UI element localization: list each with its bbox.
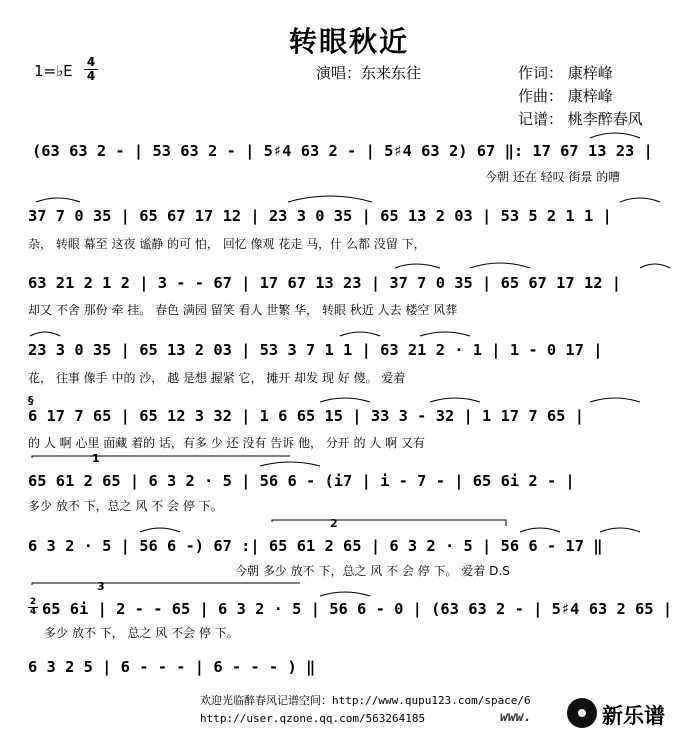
tie-mark xyxy=(620,198,660,202)
transcriber-credit: 记谱： 桃李醉春风 xyxy=(518,110,643,128)
score-row-3-notes: 63 21 2 1 2 | 3 - - 67 | 17 67 13 23 | 37 7 0 35 | 65 67 17 12 | xyxy=(28,274,622,292)
row8-time-signature-top: 2 xyxy=(29,597,37,607)
tie-mark xyxy=(520,528,560,532)
footer-web-prefix: www. xyxy=(500,710,532,725)
lyricist-credit: 作词： 康梓峰 xyxy=(518,64,613,82)
tie-mark xyxy=(288,196,372,202)
score-row-2-notes: 37 7 0 35 | 65 67 17 12 | 23 3 0 35 | 65 13 2 03 | 53 5 2 1 1 | xyxy=(28,207,612,225)
volta-3-number: 3 xyxy=(97,580,105,593)
volta-bracket xyxy=(32,456,290,458)
tie-mark xyxy=(30,332,60,336)
tie-mark xyxy=(395,264,440,268)
key-signature: 1=♭E xyxy=(34,62,73,80)
footer-line-2: http://user.qzone.qq.com/563264185 xyxy=(200,712,426,725)
tie-mark xyxy=(260,462,320,466)
volta-bracket xyxy=(272,520,506,526)
tie-mark xyxy=(470,263,530,268)
tie-mark xyxy=(590,398,640,402)
footer-line-1: 欢迎光临醉春风记谱空间：http://www.qupu123.com/space/6 xyxy=(200,694,531,707)
score-row-9-notes: 6 3 2 5 | 6 - - - | 6 - - - ) ‖ xyxy=(28,658,316,676)
tie-mark xyxy=(140,528,180,532)
composer-credit: 作曲： 康梓峰 xyxy=(518,87,613,105)
time-signature-bottom: 4 xyxy=(84,69,98,83)
score-row-7-notes: 6 3 2 · 5 | 56 6 -) 67 :| 65 61 2 65 | 6 3 2 · 5 | 56 6 - 17 ‖ xyxy=(28,537,603,555)
score-row-6-lyrics: 多少 放不 下，总之 风 不 会 停 下。 xyxy=(28,499,223,513)
volta-bracket xyxy=(32,583,300,585)
score-row-5-lyrics: 的 人 啊 心里 面藏 着的 话，有多 少 还 没有 告诉 他， 分开 的 人 啊 又有 xyxy=(28,436,426,450)
tie-mark xyxy=(640,264,670,268)
score-row-1-lyrics: 今朝 还在 轻叹 街景 的嘈 xyxy=(485,170,621,184)
score-row-4-lyrics: 花， 往事 像手 中的 沙， 越 是想 握紧 它， 摊开 却发 现 好 傻。 爱着 xyxy=(28,371,406,385)
tie-mark xyxy=(590,133,640,138)
score-row-2-lyrics: 杂， 转眼 幕至 这夜 谧静 的可 怕， 回忆 像观 花走 马，什 么都 没留 下， xyxy=(28,237,426,251)
tie-mark xyxy=(340,332,380,336)
score-title: 转眼秋近 xyxy=(288,25,409,58)
tie-mark xyxy=(36,198,80,202)
score-row-3-lyrics: 却又 不舍 那份 牵 挂。 春色 满园 留笑 看人 世繁 华， 转眼 秋近 人去 楼空 风葬 xyxy=(28,303,458,317)
tie-mark xyxy=(430,398,480,402)
score-row-6-notes: 65 61 2 65 | 6 3 2 · 5 | 56 6 - (i7 | i - 7 - | 65 6i 2 - | xyxy=(28,472,575,490)
segno-sign: § xyxy=(28,394,34,407)
tie-mark xyxy=(320,398,370,402)
row8-time-signature-bottom: 4 xyxy=(29,607,37,617)
score-row-7-lyrics: 今朝 多少 放不 下，总之 风 不 会 停 下。 爱着 D.S xyxy=(235,564,510,578)
score-row-1-notes: (63 63 2 - | 53 63 2 - | 5♯4 63 2 - | 5♯4 63 2) 67 ‖: 17 67 13 23 | xyxy=(32,142,653,160)
score-row-4-notes: 23 3 0 35 | 65 13 2 03 | 53 3 7 1 1 | 63 21 2 · 1 | 1 - 0 17 | xyxy=(28,341,603,359)
time-signature-top: 4 xyxy=(86,55,96,69)
tie-mark xyxy=(420,332,470,336)
score-row-8-lyrics: 多少 放不 下， 总之 风 不会 停 下。 xyxy=(44,626,239,640)
logo-record-icon xyxy=(567,698,597,728)
tie-mark xyxy=(600,528,640,532)
volta-2-number: 2 xyxy=(330,517,338,530)
site-logo-text: 新乐谱 xyxy=(602,704,665,728)
volta-1-number: 1 xyxy=(92,452,100,465)
score-row-5-notes: 6 17 7 65 | 65 12 3 32 | 1 6 65 15 | 33 3 - 32 | 1 17 7 65 | xyxy=(28,407,584,425)
singer-credit: 演唱：东来东往 xyxy=(316,64,422,82)
tie-mark xyxy=(320,592,370,596)
score-row-8-notes: 65 6i | 2 - - 65 | 6 3 2 · 5 | 56 6 - 0 | (63 63 2 - | 5♯4 63 2 65 | xyxy=(42,600,673,618)
